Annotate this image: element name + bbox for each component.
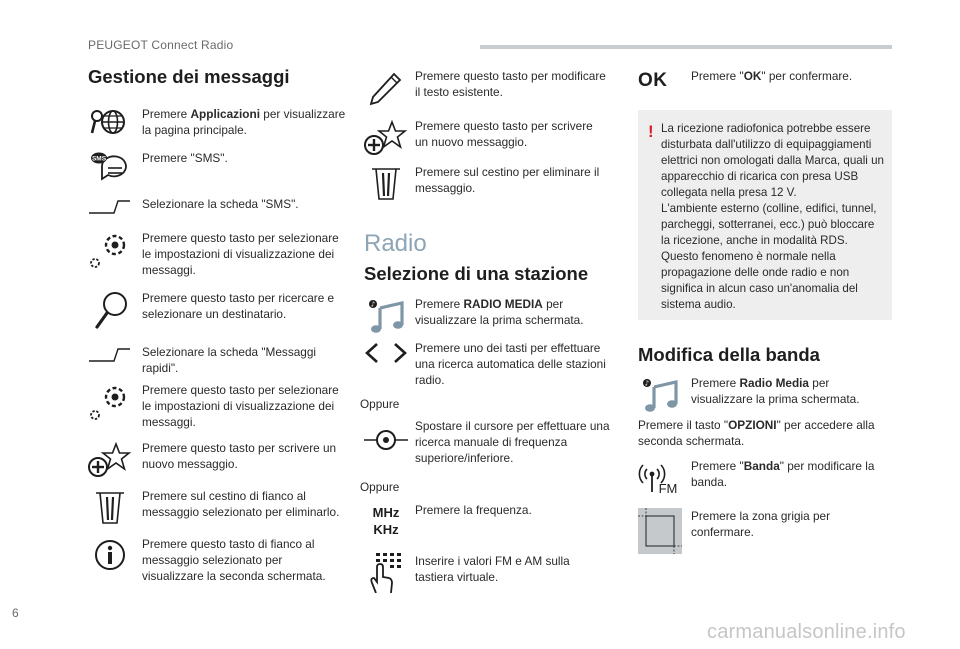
tab-icon [88, 344, 132, 384]
band-paragraph: Premere il tasto "OPZIONI" per accedere alla seconda schermata. [638, 418, 875, 448]
settings-icon [88, 230, 132, 270]
warning-icon: ! [648, 122, 654, 141]
item-text: Selezionare la scheda "Messaggi rapidi". [142, 345, 317, 375]
item-text: Premere questo tasto per scrivere un nuovo messaggio. [142, 441, 337, 471]
svg-text:♪: ♪ [644, 379, 650, 388]
item-text: Premere questo tasto di fianco al messaggio selezionato per visualizzare la seconda schermata. [142, 537, 326, 583]
warning-box [638, 110, 892, 320]
settings-icon [88, 382, 132, 422]
item-text: Premere "Banda" per modificare la banda. [691, 459, 875, 489]
item-text: Premere questo tasto per scrivere un nuovo messaggio. [415, 119, 593, 149]
add-favourite-icon [88, 440, 132, 480]
chevrons-icon [364, 340, 408, 380]
item-text: Premere la zona grigia per confermare. [691, 509, 831, 539]
item-text: Premere questo tasto per selezionare le impostazioni di visualizzazione dei messaggi. [142, 383, 339, 429]
watermark: carmanualsonline.info [707, 621, 906, 643]
radio-title: Radio [364, 230, 427, 257]
khz-label: KHz [373, 522, 399, 537]
ok-icon: OK [638, 70, 668, 91]
warning-text: La ricezione radiofonica potrebbe essere disturbata dall'utilizzo di equipaggiamenti elettrici non omologati dalla Marca, quali un apparecchio di ricarica con presa USB collegata nella presa 12 V. L'ambiente esterno (colline, edifici, tunnel, parcheggi, sotterranei, ecc.) può bloccare la ricezione, anche in modalità RDS. Questo fenomeno è normale nella propagazione delle onde radio e non significa in alcun caso un'anomalia del sistema audio. [661, 122, 884, 311]
apps-globe-icon [88, 106, 132, 146]
page-number: 6 [12, 606, 19, 620]
mhz-khz-icon [364, 504, 408, 544]
item-text: Premere questo tasto per selezionare le impostazioni di visualizzazione dei messaggi. [142, 231, 339, 277]
item-text: Premere uno dei tasti per effettuare una ricerca automatica delle stazioni radio. [415, 341, 606, 387]
item-text: Premere "SMS". [142, 151, 228, 165]
slider-cursor-icon [364, 418, 408, 458]
item-text: Inserire i valori FM e AM sulla tastiera virtuale. [415, 554, 570, 584]
search-icon [88, 290, 132, 330]
oppure-label: Oppure [360, 397, 400, 411]
item-text: Spostare il cursore per effettuare una ricerca manuale di frequenza superiore/inferiore. [415, 419, 610, 465]
item-text: Premere RADIO MEDIA per visualizzare la prima schermata. [415, 297, 584, 327]
item-text: Selezionare la scheda "SMS". [142, 197, 299, 211]
svg-text:♪: ♪ [370, 300, 376, 309]
header-title: PEUGEOT Connect Radio [88, 38, 234, 52]
mhz-label: MHz [372, 505, 400, 520]
oppure-label: Oppure [360, 480, 400, 494]
pencil-icon [364, 68, 408, 108]
header-divider [480, 45, 892, 49]
music-note-icon [364, 296, 408, 336]
item-text: Premere "OK" per confermare. [691, 69, 853, 83]
band-title: Modifica della banda [638, 344, 820, 365]
keypad-icon [364, 553, 408, 593]
trash-icon [364, 164, 408, 204]
item-text: Premere la frequenza. [415, 503, 532, 517]
item-text: Premere sul cestino di fianco al messaggio selezionato per eliminarlo. [142, 489, 340, 519]
trash-icon [88, 488, 132, 528]
station-section-title: Selezione di una stazione [364, 263, 589, 284]
sms-icon-label: SMS [91, 155, 107, 163]
sms-icon [88, 150, 132, 190]
item-text: Premere Radio Media per visualizzare la prima schermata. [691, 376, 860, 406]
fm-signal-icon [638, 458, 682, 498]
item-text: Premere Applicazioni per visualizzare la pagina principale. [142, 107, 346, 137]
music-note-icon [638, 375, 682, 415]
info-icon [88, 536, 132, 576]
grey-zone-icon [638, 508, 682, 554]
item-text: Premere sul cestino per eliminare il messaggio. [415, 165, 600, 195]
item-text: Premere questo tasto per modificare il testo esistente. [415, 69, 606, 99]
messages-title: Gestione dei messaggi [88, 66, 290, 87]
item-text: Premere questo tasto per ricercare e selezionare un destinatario. [142, 291, 335, 321]
fm-label: FM [658, 481, 678, 496]
add-favourite-icon [364, 118, 408, 158]
